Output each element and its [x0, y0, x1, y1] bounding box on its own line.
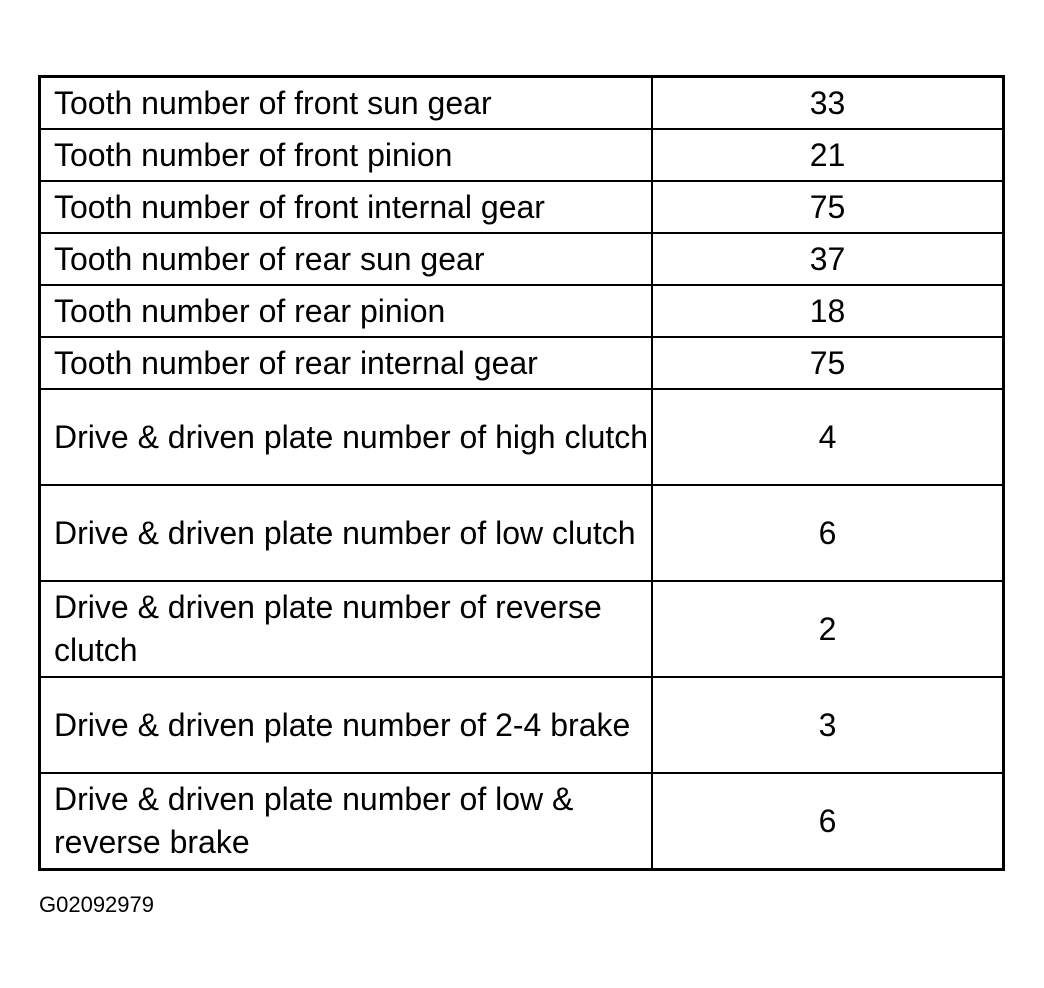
- table-row: [40, 233, 1004, 285]
- row-label: Drive & driven plate number of reverse clutch: [40, 581, 653, 677]
- row-value: 6: [652, 485, 1004, 581]
- row-label: Tooth number of front internal gear: [40, 181, 653, 233]
- row-label: Tooth number of front sun gear: [40, 77, 653, 130]
- figure-code: G02092979: [39, 892, 154, 917]
- gear-spec-table: [38, 75, 1005, 871]
- row-value: 18: [652, 285, 1004, 337]
- table-row: [40, 773, 1004, 870]
- row-value: 6: [652, 773, 1004, 870]
- table-row: [40, 677, 1004, 773]
- table-row: [40, 181, 1004, 233]
- row-value: 37: [652, 233, 1004, 285]
- table-row: [40, 285, 1004, 337]
- row-label: Drive & driven plate number of low clutch: [40, 485, 653, 581]
- row-label: Drive & driven plate number of 2-4 brake: [40, 677, 653, 773]
- row-value: 2: [652, 581, 1004, 677]
- row-value: 75: [652, 181, 1004, 233]
- row-value: 75: [652, 337, 1004, 389]
- row-label: Tooth number of front pinion: [40, 129, 653, 181]
- table-row: [40, 485, 1004, 581]
- table-row: [40, 337, 1004, 389]
- row-value: 4: [652, 389, 1004, 485]
- row-value: 3: [652, 677, 1004, 773]
- table-row: [40, 129, 1004, 181]
- table-row: [40, 77, 1004, 130]
- row-label: Tooth number of rear sun gear: [40, 233, 653, 285]
- table-row: [40, 389, 1004, 485]
- row-label: Drive & driven plate number of high clutch: [40, 389, 653, 485]
- table-row: [40, 581, 1004, 677]
- row-value: 21: [652, 129, 1004, 181]
- row-label: Drive & driven plate number of low & reverse brake: [40, 773, 653, 870]
- row-value: 33: [652, 77, 1004, 130]
- row-label: Tooth number of rear internal gear: [40, 337, 653, 389]
- row-label: Tooth number of rear pinion: [40, 285, 653, 337]
